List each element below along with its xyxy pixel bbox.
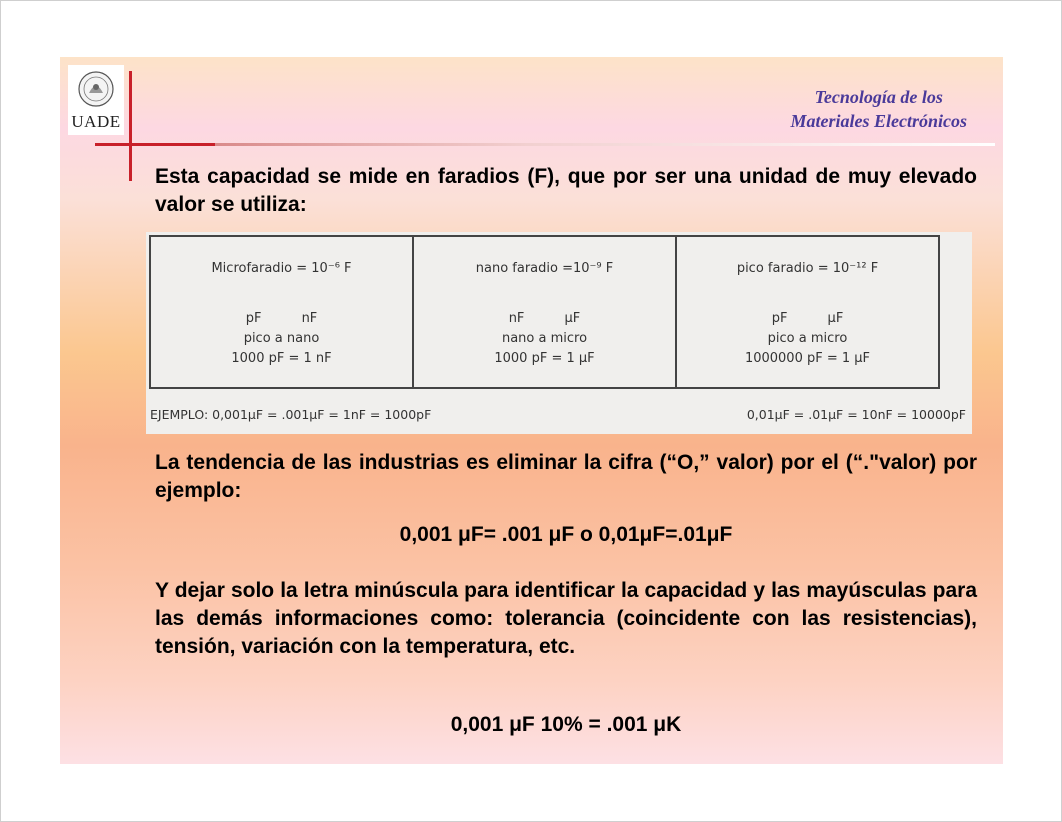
intro-paragraph: Esta capacidad se mide en faradios (F), que por ser una unidad de muy elevado valor se utiliza: [155, 165, 977, 216]
example-right: 0,01μF = .01μF = 10nF = 10000pF [746, 407, 966, 422]
slide [60, 57, 1003, 764]
cell-range: pico a micro [767, 331, 848, 346]
rule-paragraph: Y dejar solo la letra minúscula para identificar la capacidad y las mayúsculas para las demás informaciones como: tolerancia (coincidente con las resistencias), tensión, variación con la temperatura, etc. [155, 579, 977, 658]
course-title-line1: Tecnología de los [814, 87, 943, 107]
table-cell-pico [675, 237, 938, 387]
formula-tolerance: 0,001 μF 10% = .001 μK [450, 713, 682, 736]
formula-example: 0,001 μF= .001 μF o 0,01μF=.01μF [399, 523, 733, 546]
course-title-line2: Materiales Electrónicos [790, 111, 967, 131]
trend-paragraph: La tendencia de las industrias es eliminar la cifra (“O,” valor) por el (“."valor) por ejemplo: [155, 451, 977, 502]
red-vertical-rule [129, 71, 132, 181]
example-left: EJEMPLO: 0,001μF = .001μF = 1nF = 1000pF [150, 407, 432, 422]
cell-equivalence: 1000000 pF = 1 μF [744, 351, 871, 366]
cell-range: pico a nano [243, 331, 320, 346]
cell-equivalence: 1000 pF = 1 μF [494, 351, 595, 366]
cell-heading: pico faradio = 10⁻¹² F [736, 261, 879, 276]
horizontal-rule-fade [215, 143, 995, 146]
table-cell-micro [151, 237, 412, 387]
capacitance-units-table [146, 232, 972, 434]
cell-heading: Microfaradio = 10⁻⁶ F [211, 261, 352, 276]
cell-range: nano a micro [501, 331, 588, 346]
university-seal-icon [78, 71, 114, 107]
cell-units: pF μF [771, 311, 844, 326]
units-grid [149, 235, 940, 389]
table-cell-nano [412, 237, 675, 387]
course-title [791, 85, 968, 133]
cell-heading: nano faradio =10⁻⁹ F [475, 261, 614, 276]
cell-units: nF μF [508, 311, 581, 326]
cell-units: pF nF [245, 311, 318, 326]
logo-text: UADE [71, 112, 121, 131]
cell-equivalence: 1000 pF = 1 nF [231, 351, 332, 366]
uade-logo [68, 65, 124, 135]
red-horizontal-rule [95, 143, 215, 146]
